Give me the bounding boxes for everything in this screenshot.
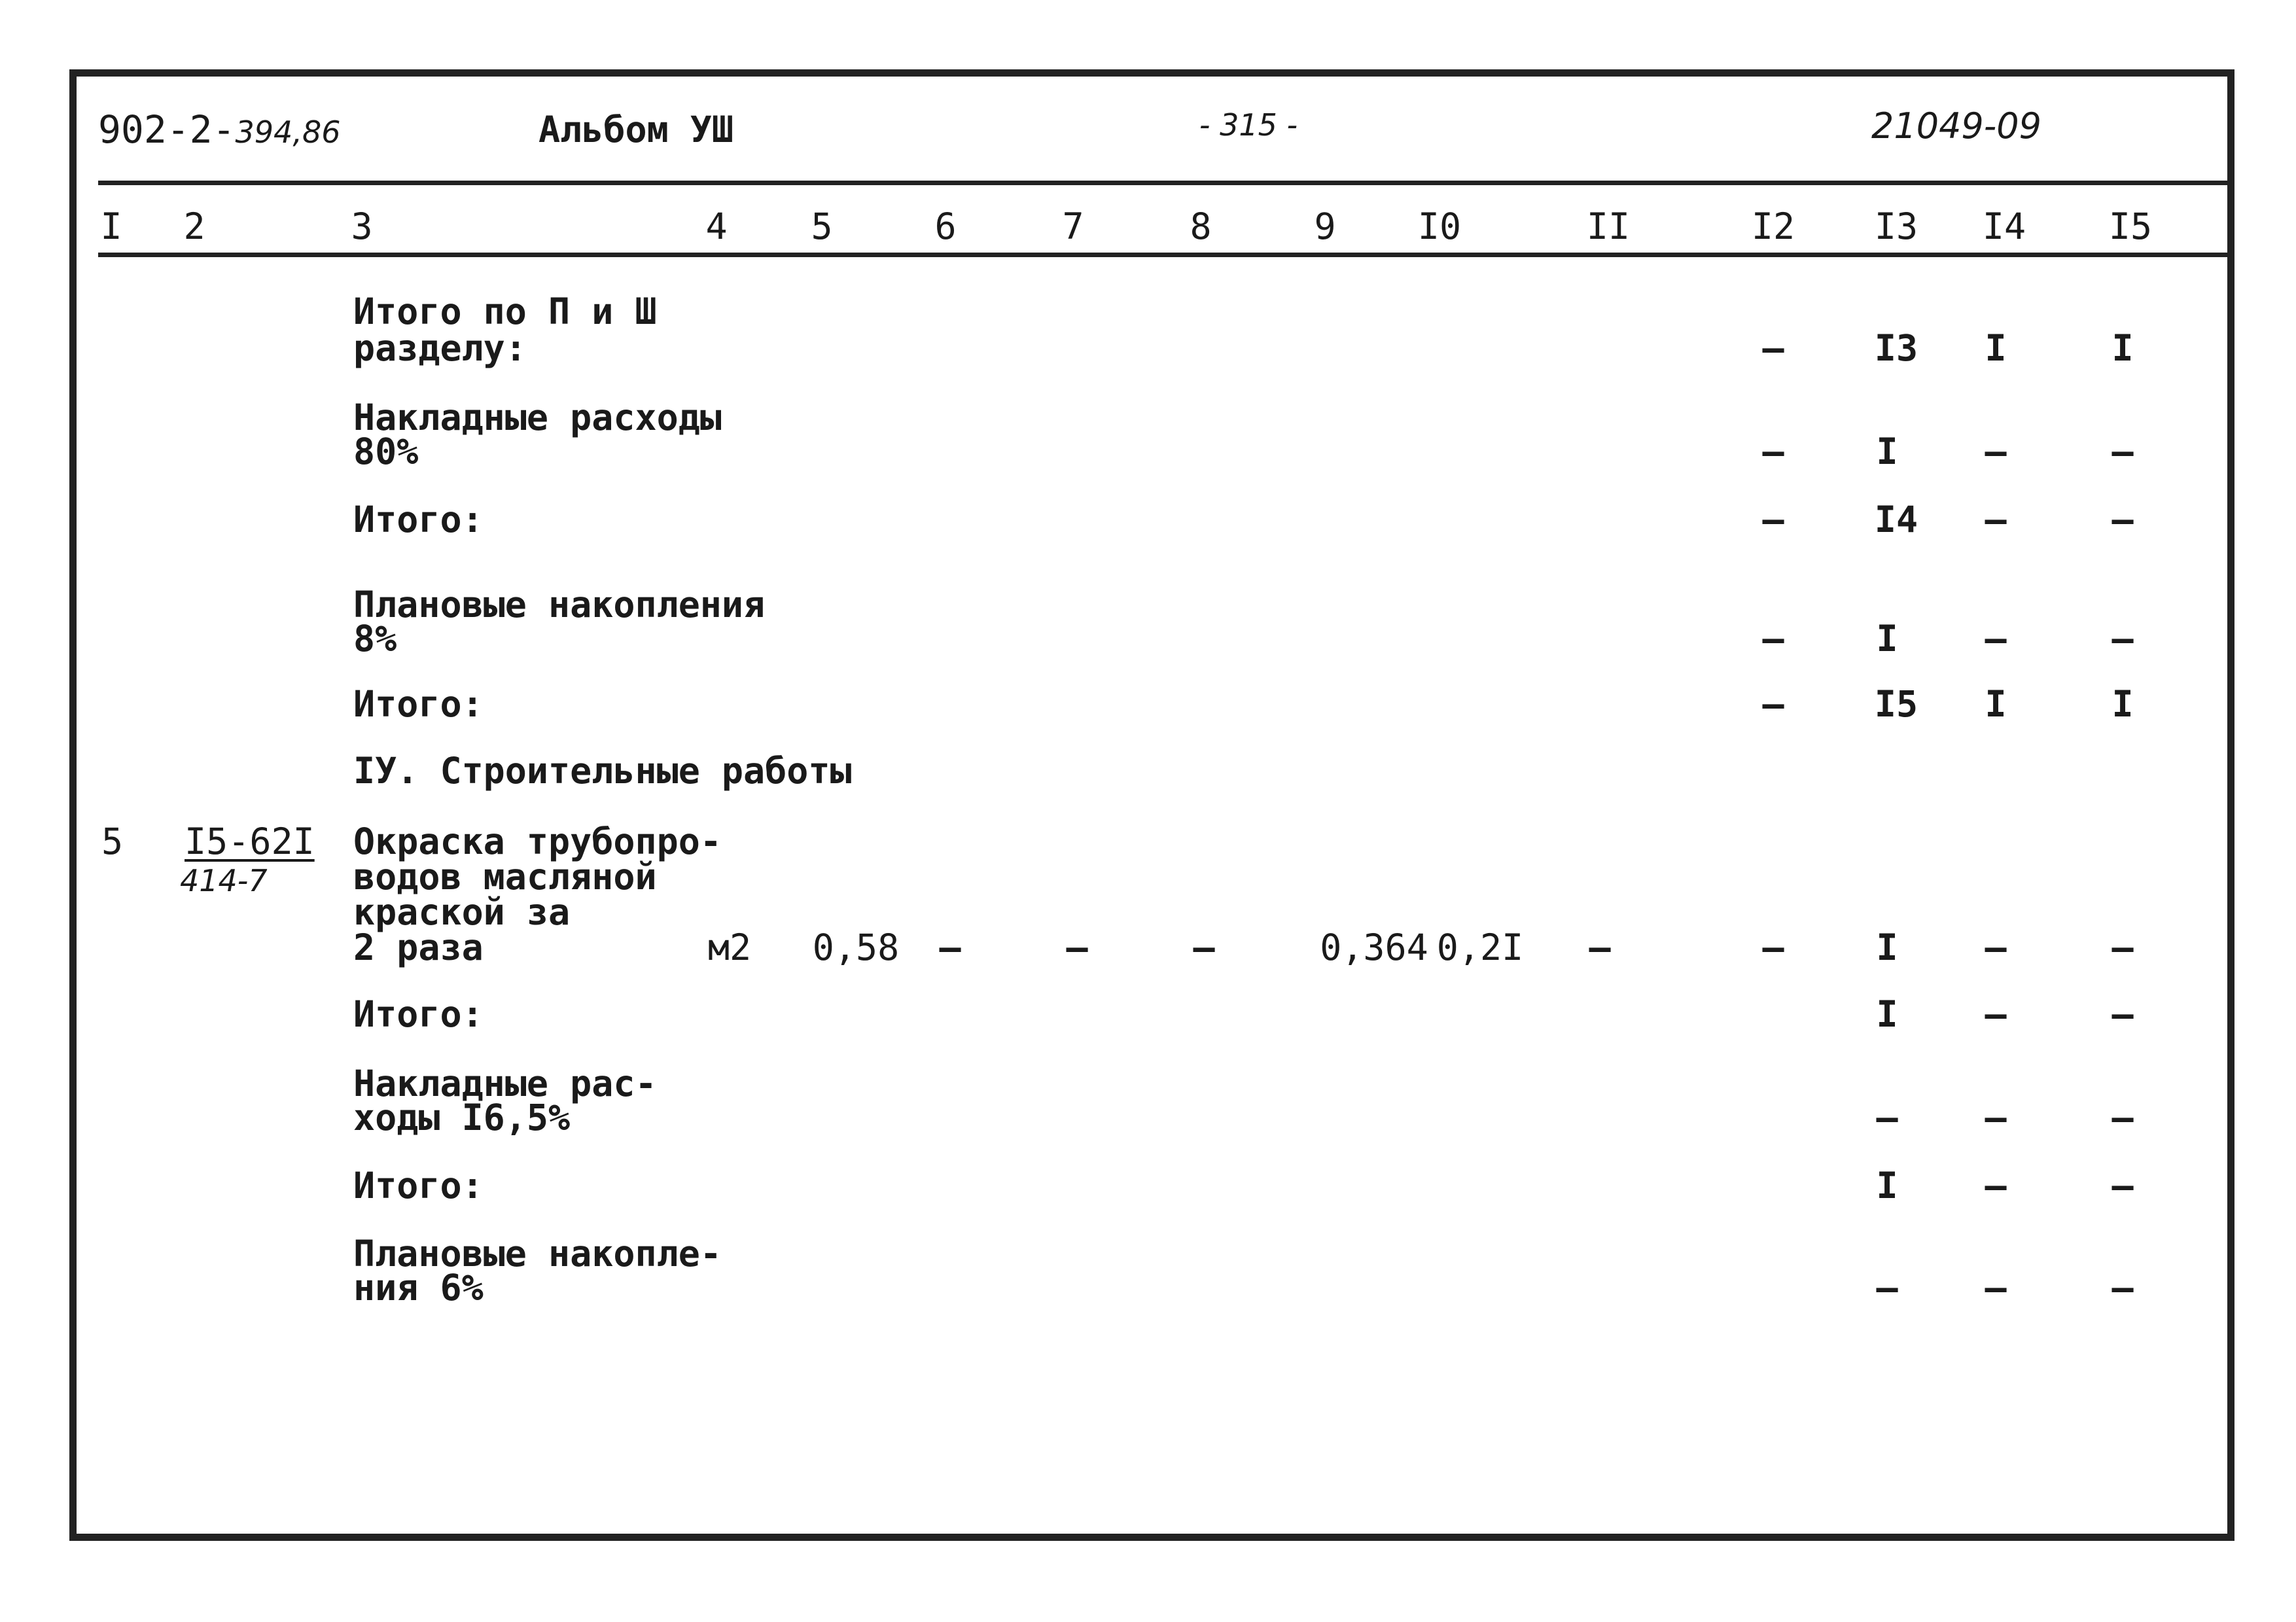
cell-col14: – [1985, 1097, 2007, 1138]
column-header: 9 [1314, 205, 1336, 247]
cell-col12: – [1762, 327, 1784, 369]
cell-col7: – [1066, 926, 1088, 968]
cell-col12: – [1762, 431, 1784, 472]
cell-col5: 0,58 [812, 926, 900, 968]
row-description: Накладные расходы [353, 397, 722, 438]
cell-col12: – [1762, 618, 1784, 660]
cell-col15: – [2111, 499, 2134, 540]
cell-col12: – [1762, 499, 1784, 540]
cell-col6: – [939, 926, 961, 968]
cell-col15: – [2111, 926, 2134, 968]
cell-col13: I [1876, 431, 1898, 472]
row-description: краской за [353, 891, 571, 933]
cell-col13: I4 [1874, 499, 1918, 540]
album-title: Альбом УШ [539, 109, 734, 150]
cell-col14: – [1985, 431, 2007, 472]
cell-col15: – [2111, 1165, 2134, 1207]
row-description: Итого: [353, 993, 484, 1035]
column-header: I3 [1874, 205, 1918, 247]
cell-col14: I [1985, 683, 2007, 725]
row-description: ходы I6,5% [353, 1097, 571, 1138]
column-header: I5 [2108, 205, 2153, 247]
cell-col15: – [2111, 1267, 2134, 1309]
column-header: 6 [934, 205, 957, 247]
page-number: - 315 - [1199, 107, 1298, 143]
cell-col14: – [1985, 618, 2007, 660]
cell-col14: – [1985, 1267, 2007, 1309]
row-description: Окраска трубопро- [353, 820, 722, 862]
doc-number-print: 902-2- [98, 107, 236, 152]
cell-col13: I [1876, 1165, 1898, 1207]
column-header: II [1586, 205, 1631, 247]
row-description: Итого по П и Ш [353, 291, 657, 332]
cell-col14: – [1985, 1165, 2007, 1207]
cell-col13: I5 [1874, 683, 1918, 725]
column-header: 8 [1190, 205, 1212, 247]
column-header: 5 [811, 205, 833, 247]
cell-col14: – [1985, 993, 2007, 1035]
column-header: I2 [1751, 205, 1795, 247]
cell-col13: I [1876, 926, 1898, 968]
cell-col11: – [1589, 926, 1611, 968]
column-header: 4 [705, 205, 728, 247]
item-number: 5 [101, 820, 124, 862]
row-description: 8% [353, 618, 397, 660]
row-description: Плановые накопления [353, 584, 766, 626]
cell-col10: 0,2I [1436, 926, 1524, 968]
doc-number [98, 107, 341, 152]
row-description: разделу: [353, 327, 527, 369]
header-rule [98, 181, 2231, 185]
item-code-hand: 414-7 [180, 863, 268, 898]
item-code: I5-62I [185, 820, 315, 862]
cell-col9: 0,364 [1320, 926, 1428, 968]
cell-col13: I [1876, 993, 1898, 1035]
doc-number-hand: 394,86 [235, 115, 341, 150]
row-description: Плановые накопле- [353, 1233, 722, 1275]
column-header: I [100, 205, 122, 247]
cell-col8: – [1193, 926, 1215, 968]
column-header: 2 [183, 205, 205, 247]
column-header: I4 [1982, 205, 2026, 247]
section-title: IУ. Строительные работы [353, 750, 852, 792]
cell-col15: – [2111, 993, 2134, 1035]
row-description: Накладные рас- [353, 1063, 657, 1104]
cell-col14: I [1985, 327, 2007, 369]
cell-col15: I [2111, 327, 2134, 369]
row-description: 2 раза [353, 926, 484, 968]
cell-col13: – [1876, 1267, 1898, 1309]
cell-col12: – [1762, 926, 1784, 968]
cell-col14: – [1985, 499, 2007, 540]
cell-col14: – [1985, 926, 2007, 968]
cell-unit: м2 [707, 926, 752, 968]
column-header-rule [98, 253, 2231, 257]
column-header: 7 [1062, 205, 1084, 247]
row-description: 80% [353, 431, 419, 472]
cell-col15: – [2111, 431, 2134, 472]
cell-col12: – [1762, 683, 1784, 725]
row-description: Итого: [353, 683, 484, 725]
cell-col13: – [1876, 1097, 1898, 1138]
column-header: I0 [1417, 205, 1462, 247]
row-description: Итого: [353, 1165, 484, 1207]
cell-col15: – [2111, 1097, 2134, 1138]
column-header: 3 [351, 205, 373, 247]
row-description: ния 6% [353, 1267, 484, 1309]
row-description: водов масляной [353, 856, 657, 898]
cell-col15: I [2111, 683, 2134, 725]
cell-col13: I3 [1874, 327, 1918, 369]
cell-col13: I [1876, 618, 1898, 660]
cell-col15: – [2111, 618, 2134, 660]
row-description: Итого: [353, 499, 484, 540]
document-code: 21049-09 [1871, 105, 2041, 147]
